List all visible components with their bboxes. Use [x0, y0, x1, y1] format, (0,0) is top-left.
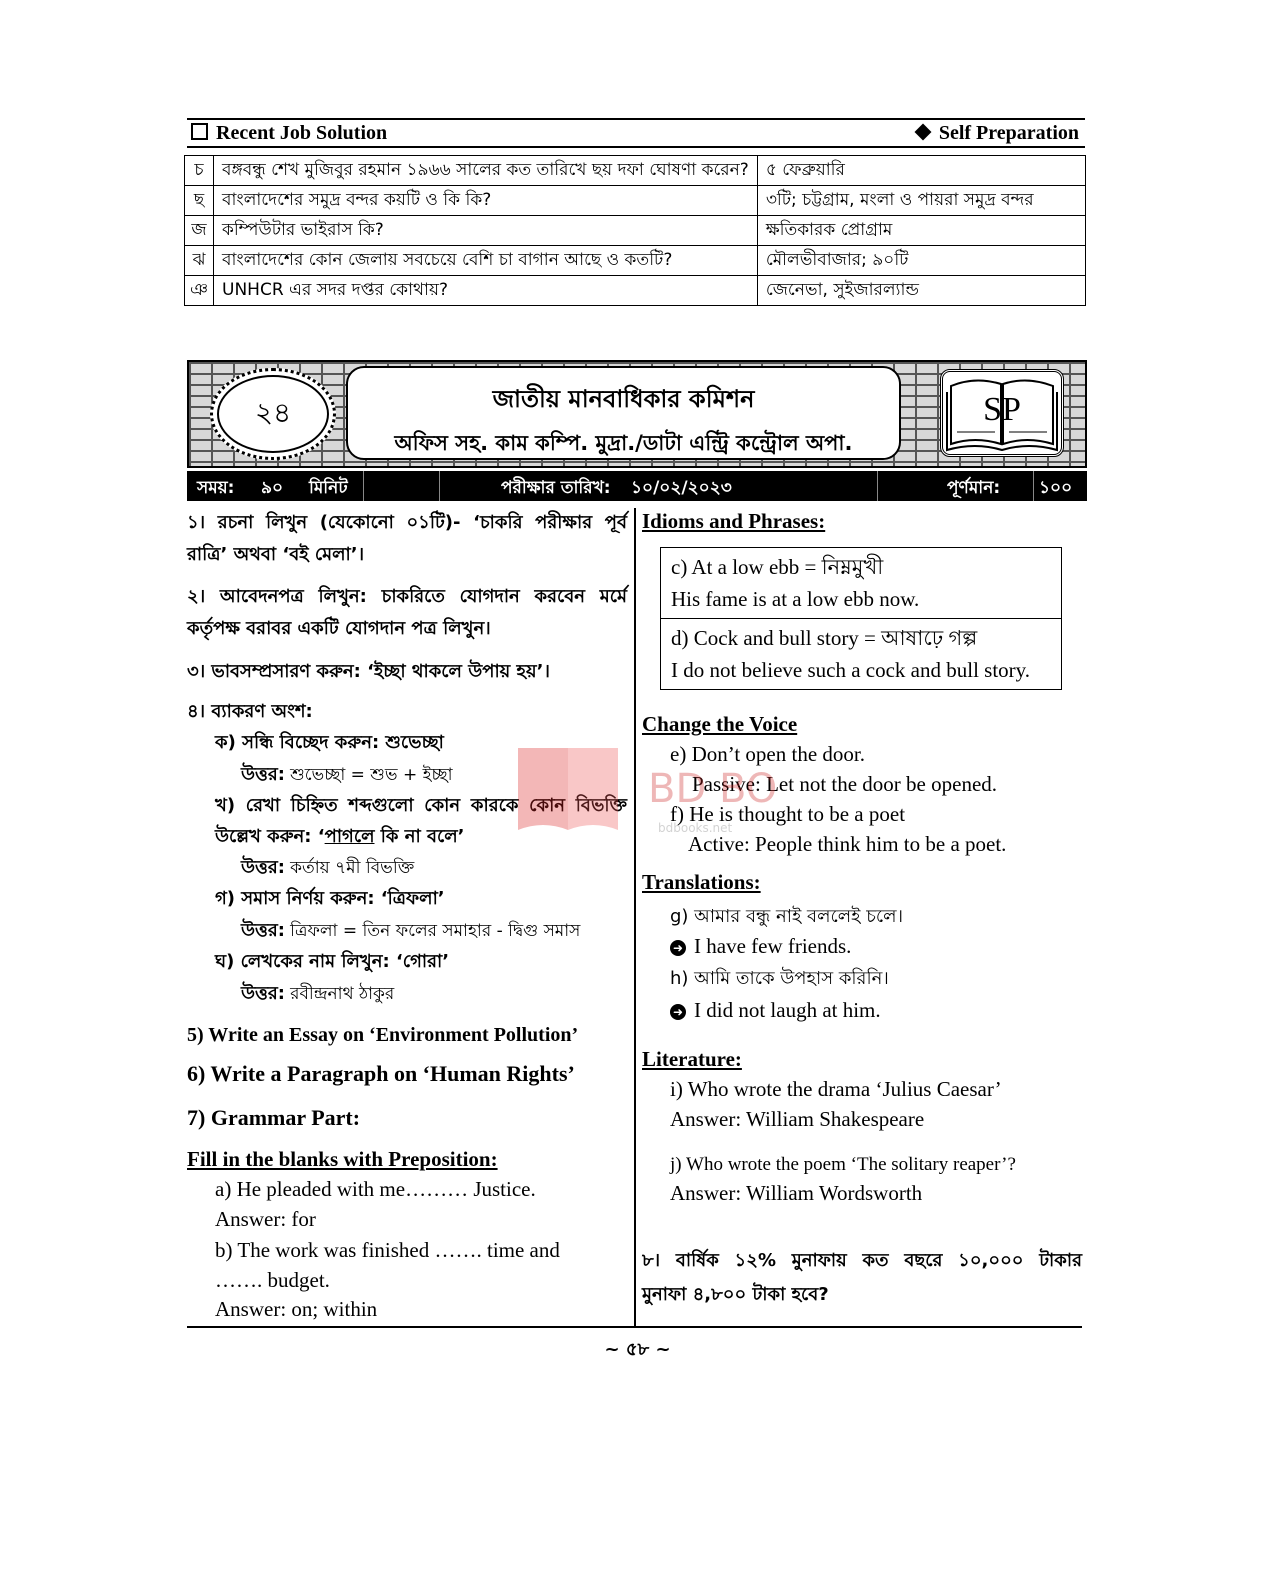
exam-title-box	[346, 366, 901, 460]
q8-line1: ৮। বার্ষিক ১২% মুনাফায় কত বছরে ১০,০০০ টাকার	[642, 1250, 1082, 1271]
arrow-circle-icon: ➜	[670, 1004, 686, 1020]
watermark-site: bdbooks.net	[658, 821, 733, 835]
q4-k-answer: উত্তর: শুভেচ্ছা = শুভ + ইচ্ছা	[241, 764, 453, 785]
fill-a-answer: Answer: for	[215, 1207, 316, 1231]
cell-answer: মৌলভীবাজার; ৯০টি	[757, 246, 1085, 276]
q2-line2: কর্তৃপক্ষ বরাবর একটি যোগদান পত্র লিখুন।	[187, 618, 491, 639]
exam-date-value: ১০/০২/২০২৩	[631, 478, 732, 498]
q4-k: ক) সন্ধি বিচ্ছেদ করুন: শুভেচ্ছা	[215, 732, 444, 753]
exam-date-label: পরীক্ষার তারিখ:	[501, 478, 611, 498]
table-row	[185, 156, 1086, 186]
recent-job-solution-title: Recent Job Solution	[216, 122, 388, 144]
q4-kh-answer: উত্তর: কর্তায় ৭মী বিভক্তি	[241, 857, 415, 878]
table-row	[185, 246, 1086, 276]
fill-b-line2: ……. budget.	[215, 1268, 330, 1292]
section-header	[187, 118, 1085, 148]
watermark-brand: BD BO	[648, 766, 778, 812]
exam-info-bar	[187, 471, 1087, 501]
fill-b-answer: Answer: on; within	[215, 1297, 378, 1321]
cell-key: জ	[185, 216, 214, 246]
exam-number-badge	[210, 368, 336, 460]
q1-line2: রাত্রি’ অথবা ‘বই মেলা’।	[187, 544, 365, 565]
q3: ৩। ভাবসম্প্রসারণ করুন: ‘ইচ্ছা থাকলে উপায় হয়’।	[187, 661, 550, 682]
recent-questions-table	[184, 155, 1086, 306]
translation-g: g) আমার বন্ধু নাই বললেই চলে।	[670, 906, 904, 927]
exam-title: জাতীয় মানবাধিকার কমিশন	[492, 385, 755, 413]
q4-gh-answer: উত্তর: রবীন্দ্রনাথ ঠাকুর	[241, 983, 395, 1004]
idioms-box	[660, 547, 1062, 690]
book-watermark-icon	[508, 740, 778, 840]
literature-i-answer: Answer: William Shakespeare	[670, 1107, 925, 1131]
literature-i: i) Who wrote the drama ‘Julius Caesar’	[670, 1077, 1002, 1101]
fill-a: a) He pleaded with me……… Justice.	[215, 1177, 536, 1201]
cell-answer: ৫ ফেব্রুয়ারি	[757, 156, 1085, 186]
open-book-icon	[943, 372, 1061, 454]
idiom-c-example: His fame is at a low ebb now.	[671, 587, 920, 611]
q4-g: গ) সমাস নির্ণয় করুন: ‘ত্রিফলা’	[215, 888, 445, 909]
table-row	[185, 276, 1086, 306]
cell-answer: ৩টি; চট্টগ্রাম, মংলা ও পায়রা সমুদ্র বন্দর	[757, 186, 1085, 216]
sp-logo-text: SP	[983, 391, 1021, 428]
translation-g-answer: ➜ I have few friends.	[670, 934, 851, 959]
cell-key: ছ	[185, 186, 214, 216]
exam-subtitle: অফিস সহ. কাম কম্পি. মুদ্রা./ডাটা এন্ট্রি কন্ট্রোল অপা.	[394, 431, 853, 455]
q4-kh-line1: খ) রেখা চিহ্নিত শব্দগুলো কোন কারকে কোন বিভক্তি	[215, 795, 627, 816]
cell-key: চ	[185, 156, 214, 186]
cell-question: বাংলাদেশের সমুদ্র বন্দর কয়টি ও কি কি?	[214, 186, 758, 216]
page-number: ~ ৫৮ ~	[604, 1339, 671, 1360]
idiom-d: d) Cock and bull story = আষাঢ়ে গল্প	[671, 626, 978, 650]
footer-rule	[187, 1326, 1082, 1328]
literature-j: j) Who wrote the poem ‘The solitary reaper’?	[670, 1154, 1016, 1175]
full-marks-value: ১০০	[1039, 478, 1073, 498]
q5: 5) Write an Essay on ‘Environment Pollution’	[187, 1024, 579, 1046]
idiom-c: c) At a low ebb = নিম্নমুখী	[671, 555, 884, 579]
cell-question: বঙ্গবন্ধু শেখ মুজিবুর রহমান ১৯৬৬ সালের কত তারিখে ছয় দফা ঘোষণা করেন?	[214, 156, 758, 186]
q4-gh: ঘ) লেখকের নাম লিখুন: ‘গোরা’	[215, 951, 450, 972]
sp-book-logo	[940, 369, 1064, 457]
fill-b-line1: b) The work was finished ……. time and	[215, 1238, 560, 1262]
table-row	[185, 216, 1086, 246]
q1-line1: ১। রচনা লিখুন (যেকোনো ০১টি)- ‘চাকরি পরীক্ষার পূর্ব	[187, 512, 627, 533]
q8-line2: মুনাফা ৪,৮০০ টাকা হবে?	[642, 1284, 829, 1305]
fill-blanks-heading: Fill in the blanks with Preposition:	[187, 1147, 498, 1171]
q7: 7) Grammar Part:	[187, 1105, 361, 1130]
column-divider	[634, 508, 636, 1326]
cell-question: বাংলাদেশের কোন জেলায় সবচেয়ে বেশি চা বাগান আছে ও কতটি?	[214, 246, 758, 276]
self-preparation-title: Self Preparation	[938, 122, 1079, 144]
q4-g-answer: উত্তর: ত্রিফলা = তিন ফলের সমাহার - দ্বিগু সমাস	[241, 920, 581, 941]
translation-h-answer: ➜ I did not laugh at him.	[670, 998, 881, 1023]
translations-heading: Translations:	[642, 870, 761, 894]
watermark	[508, 740, 778, 840]
literature-heading: Literature:	[642, 1047, 742, 1071]
voice-e: e) Don’t open the door.	[670, 742, 865, 766]
cell-key: ঝ	[185, 246, 214, 276]
cell-question: কম্পিউটার ভাইরাস কি?	[214, 216, 758, 246]
idiom-d-example: I do not believe such a cock and bull story.	[671, 658, 1031, 682]
voice-f: f) He is thought to be a poet	[670, 802, 906, 826]
underlined-word: পাগলে	[324, 826, 375, 847]
cell-answer: ক্ষতিকারক প্রোগ্রাম	[757, 216, 1085, 246]
q4-heading: ৪। ব্যাকরণ অংশ:	[187, 701, 313, 722]
q2-line1: ২। আবেদনপত্র লিখুন: চাকরিতে যোগদান করবেন মর্মে	[187, 586, 627, 607]
exam-number: ২৪	[217, 375, 329, 453]
cell-key: ঞ	[185, 276, 214, 306]
translation-h: h) আমি তাকে উপহাস করিনি।	[670, 968, 889, 989]
q4-kh-line2: উল্লেখ করুন: ‘পাগলে কি না বলে’	[215, 826, 465, 847]
time-unit: মিনিট	[309, 478, 348, 498]
arrow-circle-icon: ➜	[670, 940, 686, 956]
full-marks-label: পূর্ণমান:	[947, 478, 1001, 498]
cell-answer: জেনেভা, সুইজারল্যান্ড	[757, 276, 1085, 306]
voice-e-answer: Passive: Let not the door be opened.	[692, 772, 998, 796]
checkbox-square-icon	[191, 123, 208, 140]
table-row	[185, 186, 1086, 216]
literature-j-answer: Answer: William Wordsworth	[670, 1181, 923, 1205]
diamond-bullet-icon	[914, 124, 931, 141]
voice-f-answer: Active: People think him to be a poet.	[688, 832, 1007, 856]
idioms-heading: Idioms and Phrases:	[642, 509, 826, 533]
q6: 6) Write a Paragraph on ‘Human Rights’	[187, 1061, 575, 1086]
cell-question: UNHCR এর সদর দপ্তর কোথায়?	[214, 276, 758, 306]
time-label: সময়:	[197, 478, 235, 498]
voice-heading: Change the Voice	[642, 712, 798, 736]
time-value: ৯০	[261, 478, 284, 498]
